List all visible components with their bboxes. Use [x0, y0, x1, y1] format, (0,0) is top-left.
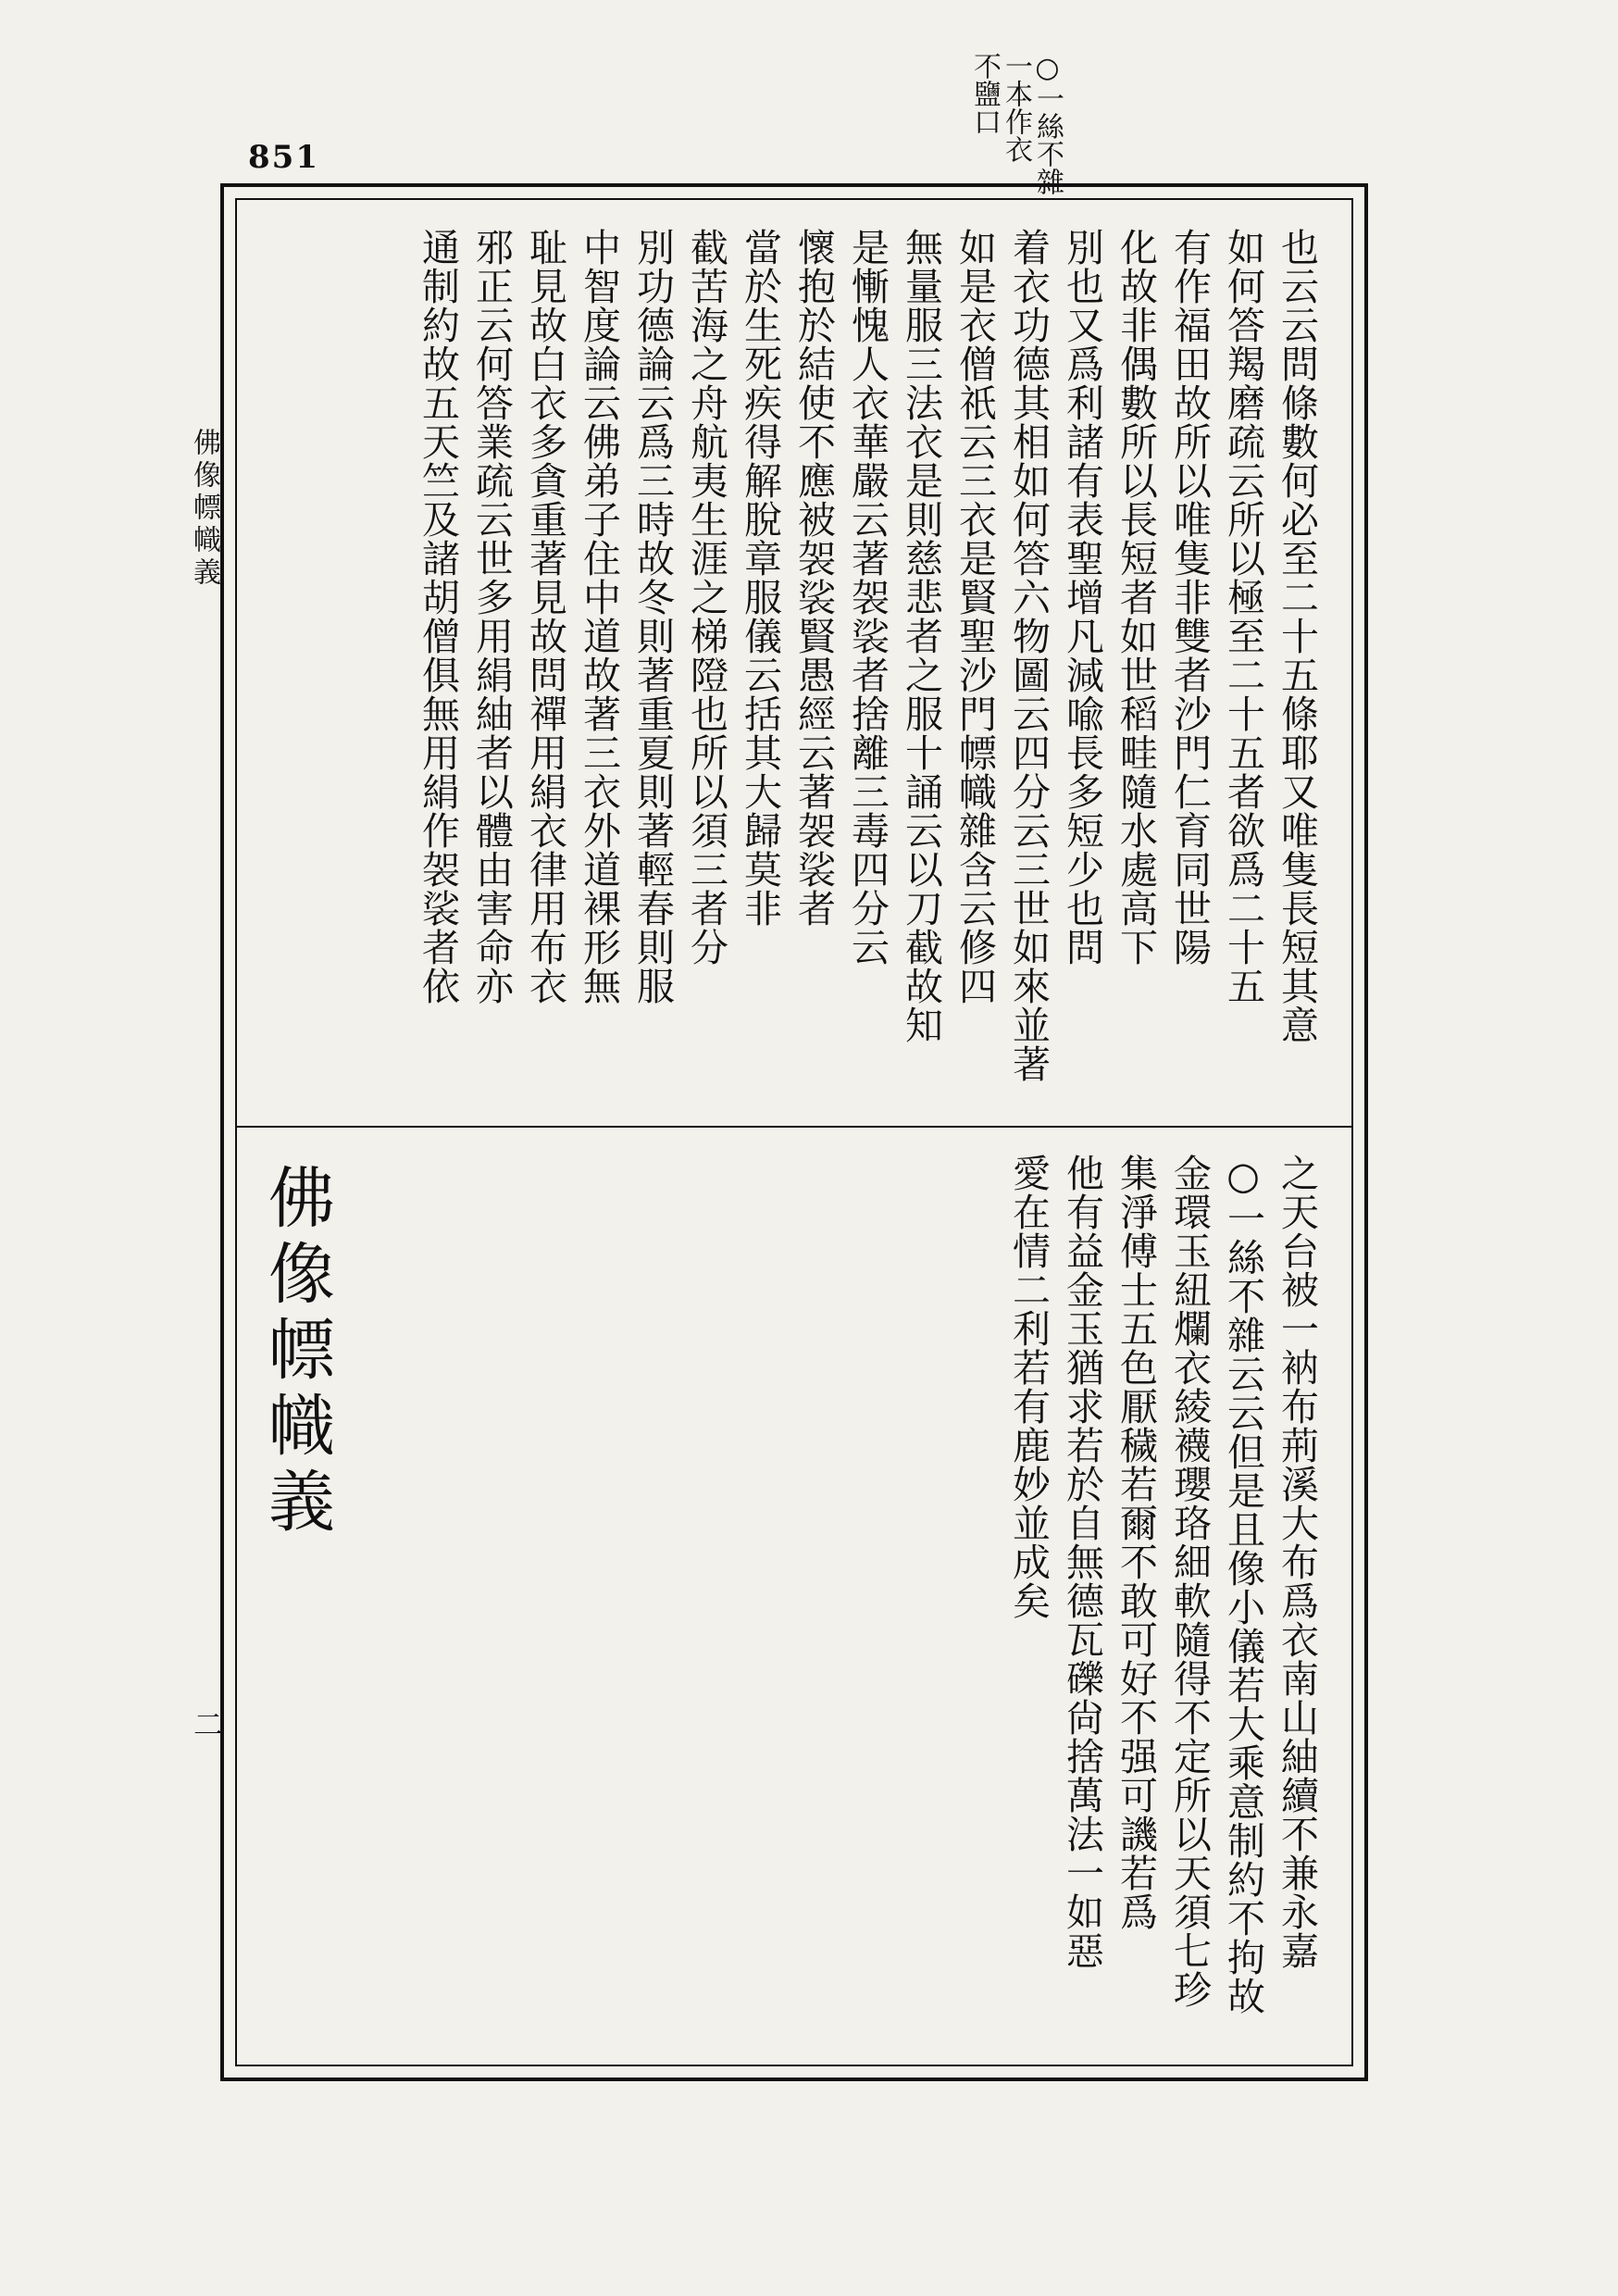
text-column: 愛在情二利若有鹿妙並成矣	[1006, 1154, 1051, 1620]
text-column: 也云云問條數何必至二十五條耶又唯隻長短其意	[1275, 228, 1319, 1044]
text-column: 耻見故白衣多貪重著見故問禪用絹衣律用布衣	[523, 228, 567, 1005]
text-column: 是慚愧人衣華嚴云著袈裟者捨離三毒四分云	[845, 228, 890, 967]
text-column: 之天台被一衲布荊溪大布爲衣南山紬續不兼永嘉	[1275, 1154, 1319, 1970]
text-frame-inner	[235, 198, 1353, 2066]
top-note-column: 一本作衣	[1000, 52, 1032, 163]
book-title: 佛像幖幟義	[257, 1163, 335, 1542]
top-note	[968, 52, 1064, 195]
text-column: 別功德論云爲三時故冬則著重夏則著輕春則服	[630, 228, 675, 1005]
text-column: 懷抱於結使不應被袈裟賢愚經云著袈裟者	[791, 228, 836, 928]
text-column: 化故非偶數所以長短者如世稻畦隨水處高下	[1114, 228, 1158, 967]
page-number: 851	[248, 139, 319, 176]
text-column: 如何答羯磨疏云所以極至二十五者欲爲二十五	[1221, 228, 1265, 1005]
text-column: 金環玉紐爛衣綾襪瓔珞細軟隨得不定所以天須七珍	[1167, 1154, 1212, 2009]
text-column: 集淨傅士五色厭穢若爾不敢可好不强可譏若爲	[1114, 1154, 1158, 1931]
text-column: 截苦海之舟航夷生涯之梯隥也所以須三者分	[684, 228, 728, 967]
lower-text-section	[935, 1154, 1324, 2070]
top-note-column: 不鹽口	[968, 52, 1001, 135]
text-column: 無量服三法衣是則慈悲者之服十誦云以刀截故知	[899, 228, 943, 1044]
text-column: 當於生死疾得解脫章服儀云括其大歸莫非	[738, 228, 782, 928]
top-note-column: ○一絲不雜	[1031, 52, 1064, 195]
text-column: 中智度論云佛弟子住中道故著三衣外道裸形無	[577, 228, 621, 1005]
margin-page-mark: 二	[189, 1709, 224, 1739]
section-divider	[237, 1126, 1351, 1128]
text-column: 他有益金玉猶求若於自無德瓦礫尙捨萬法一如惡	[1060, 1154, 1104, 1970]
text-column: ○一絲不雜云云但是且像小儀若大乘意制約不拘故	[1221, 1154, 1265, 2015]
text-column: 通制約故五天竺及諸胡僧俱無用絹作袈裟者依	[416, 228, 460, 1005]
upper-text-section	[241, 228, 1324, 1107]
text-frame	[220, 183, 1368, 2081]
text-column: 有作福田故所以唯隻非雙者沙門仁育同世陽	[1167, 228, 1212, 967]
text-column: 邪正云何答業疏云世多用絹紬者以體由害命亦	[469, 228, 514, 1005]
text-column: 別也又爲利諸有表聖增凡減喩長多短少也問	[1060, 228, 1104, 967]
text-column: 如是衣僧祇云三衣是賢聖沙門幖幟雜含云修四	[952, 228, 997, 1005]
text-column: 着衣功德其相如何答六物圖云四分云三世如來並著	[1006, 228, 1051, 1083]
running-title: 佛像幖幟義	[188, 428, 220, 590]
